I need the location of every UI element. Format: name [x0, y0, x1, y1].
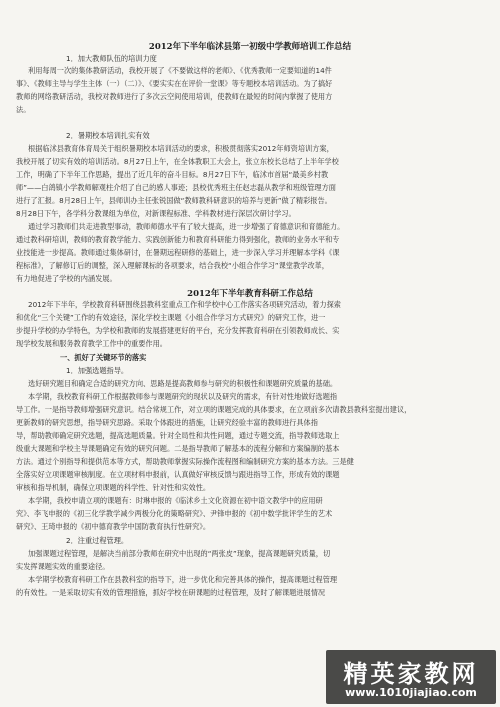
- paragraph-line: 师”——白鸽镇小学教师解观柱介绍了自己的感人事迹；县校优秀班主任赵志磊从教学和班级管理方面: [16, 183, 336, 192]
- paragraph-line: 本学期，我校申请立项的课题有：时琳申报的《临沭乡土文化资源在初中语文教学中的应用研: [28, 496, 323, 505]
- paragraph-line: 2012年下半年，学校教育科研围绕县教科室重点工作和学校中心工作落实各项研究活动，着力探索: [28, 300, 341, 309]
- section-title: 2012年下半年教育科研工作总结: [187, 289, 313, 299]
- section-heading-4: 1．加强选题指导。: [66, 366, 129, 375]
- paragraph-line: 全落实好立项课题审核制度。在立项材料申报前，认真做好审核反馈与跟进指导工作，形成有效的课题: [16, 470, 340, 479]
- paragraph-line: 8月28日下午，各学科分教课组为单位，对新课程标准、学科教材进行深层次研讨学习。: [16, 209, 296, 218]
- page-title: 2012年下半年临沭县第一初级中学教师培训工作总结: [148, 42, 352, 52]
- paragraph-line: 本学期，我校教育科研工作根据教师参与课题研究的现状以及研究的需求，有针对性地做好选题指: [28, 392, 338, 401]
- paragraph-line: 加强课题过程管理，是解决当前部分教师在研究中出现的“两张皮”现象，提高课题研究质量，切: [28, 549, 331, 558]
- paragraph-line: 级重大课题和学校主导课题确定有效的研究问题。二是指导教师了解基本的流程分解和方案编制的基本: [16, 444, 340, 453]
- watermark-logo: [326, 650, 496, 704]
- paragraph-line: 和优化“三个关键”工作的有效途径，深化学校主课题《小组合作学习方式研究》的研究工作，进一: [16, 313, 326, 322]
- watermark-text: 精英家教网: [343, 660, 479, 688]
- paragraph-line: 的有效性。一是采取切实有效的管理措施，抓好学校在研课题的过程管理，及时了解课题进展情况: [16, 588, 326, 597]
- paragraph-line: 本学期学校教育科研工作在县教科室的指导下，进一步优化和完善具体的操作，提高课题过程管理: [28, 575, 338, 584]
- paragraph-line: 导，帮助教师确定研究选题，提高选题质量。针对全局性和共性问题，通过专题交流，指导教师选取上: [16, 431, 340, 440]
- paragraph-line: 现学校发展和服务教育教学工作中的重要作用。: [16, 339, 167, 348]
- paragraph-line: 审核和指导机制，确保立项课题的科学性、针对性和实效性。: [16, 483, 211, 492]
- paragraph-line: 选好研究题目和确定合适的研究方向、思路是提高教师参与研究的积极性和课题研究质量的基础。: [28, 379, 338, 388]
- paragraph-line: 有力地促进了学校的内涵发展。: [16, 274, 117, 283]
- paragraph-line: 更新教师的研究思想，指导研究思路。采取个体跟进的措施，让研究经验丰富的教师进行具体指: [16, 418, 318, 427]
- paragraph-line: 我校开展了切实有效的培训活动。8月27日上午，在全体教职工大会上，张立东校长总结了上半年学校: [16, 157, 339, 166]
- section-heading-3: 一、抓好了关键环节的落实: [60, 353, 147, 362]
- paragraph-line: 方法。通过个别指导和提供范本等方式，帮助教师掌握实际操作流程图和编制研究方案的基本方法。三是健: [16, 457, 354, 466]
- paragraph-line: 导工作。一是指导教师增强研究意识。结合常规工作，对立项的课题完成的具体要求，在立项前多次请教县教科室提出建议，: [16, 405, 412, 414]
- paragraph-line: 根据临沭县教育体育局关于组织暑期校本培训活动的要求，积极贯彻落实2012年师资培训方案，: [28, 144, 334, 153]
- paragraph-line: 工作，明确了下半年工作思路，提出了近几年的奋斗目标。8月27日下午，临沭市首届“最美乡村教: [16, 170, 329, 179]
- paragraph-line: 实发挥课题实效的重要途径。: [16, 562, 110, 571]
- paragraph-line: 研究》、王琦申报的《初中德育教学中国防教育执行性研究》。: [16, 522, 211, 531]
- paragraph-line: 事》、《教师主导与学生主体（一）（二）》、《要实实在在评价一堂课》等专题校本培训活动。为了搞好: [16, 79, 333, 88]
- watermark-url: www.1010jiajiao.com: [345, 686, 477, 699]
- section-heading-2: 2．暑期校本培训扎实有效: [66, 131, 150, 140]
- paragraph-line: 法。: [16, 105, 31, 114]
- paragraph-line: 通过学习教师们共走进教型事动，教师师德水平有了较大提高，进一步增强了育德意识和育德能力。: [28, 222, 345, 231]
- section-heading-5: 2．注重过程管理。: [66, 536, 129, 545]
- paragraph-line: 教师的网络教研活动，我校对教师进行了多次云空间使用培训，使教师在最短的时间内掌握了使用方: [16, 92, 333, 101]
- paragraph-line: 究》、李飞申报的《初三化学教学减少两极分化的策略研究》、尹锋申报的《初中数学批评学生的艺术: [16, 509, 333, 518]
- paragraph-line: 步提升学校的办学特色，为学校和教师的发展搭建更好的平台，充分发挥教育科研在引领教师成长、实: [16, 326, 340, 335]
- paragraph-line: 进行了汇报。8月28日上午，县师训办主任张锐国做“教师教科研意识的培养与更新”做了精彩报告。: [16, 196, 332, 205]
- section-heading-1: 1．加大教师队伍的培训力度: [66, 54, 157, 63]
- paragraph-line: 业技能进一步提高。教师通过集体研讨，在暑期远程研修的基础上，进一步深入学习并理解本学科《课: [16, 248, 340, 257]
- paragraph-line: 程标准》，了解修订后的调整，深入理解课标的各项要求，结合我校“小组合作学习”课堂教学改革，: [16, 261, 329, 270]
- paragraph-line: 通过教科研培训，教师的教育教学能力、实践创新能力和教育科研能力得到强化，教师的业务水平和专: [16, 235, 340, 244]
- paragraph-line: 利用每周一次的集体教研活动，我校开展了《不要做这样的老师》、《优秀教师一定要知道的14件: [28, 66, 332, 75]
